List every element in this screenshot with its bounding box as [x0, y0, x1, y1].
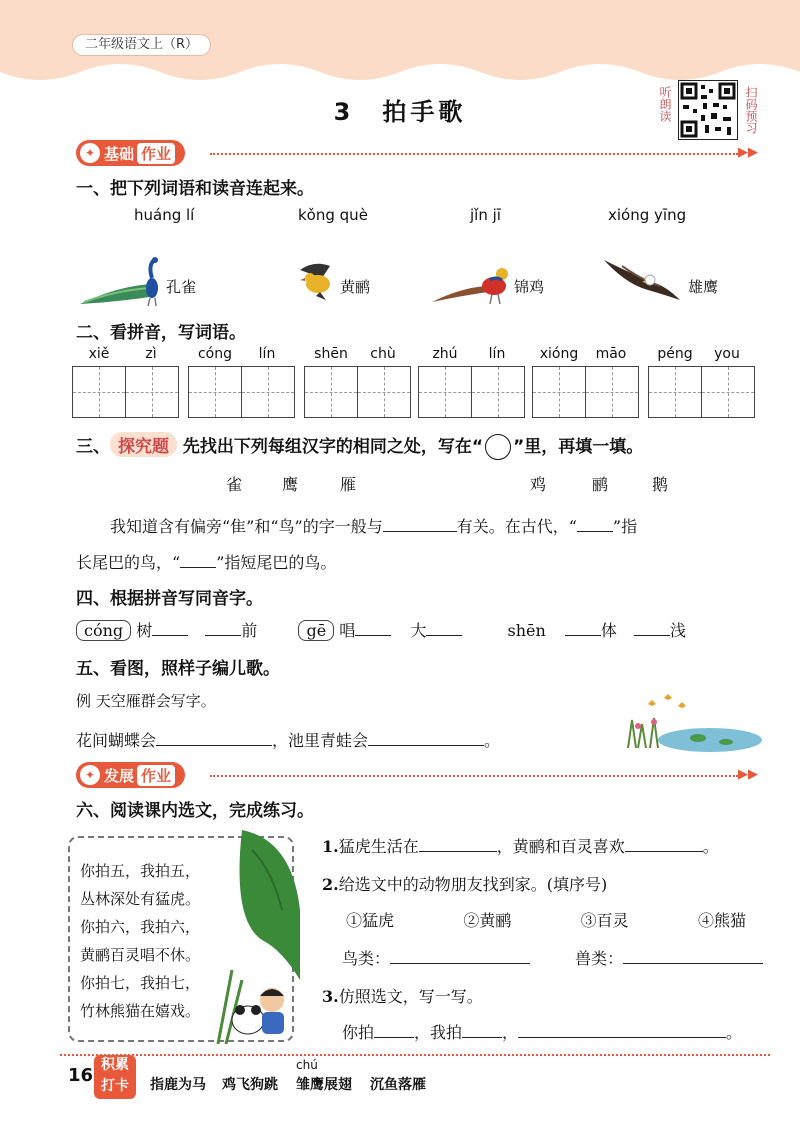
q6-sub-3: 3.仿照选文，写一写。: [322, 987, 483, 1006]
q3-char: 鹰: [282, 475, 299, 494]
q3-char: 雀: [226, 475, 243, 494]
q2-pinyin: you: [714, 346, 740, 362]
q6-classify: 鸟类： 兽类：: [342, 946, 763, 969]
q2-pinyin: zì: [145, 346, 157, 362]
golden-pheasant-image: [430, 262, 514, 306]
q1-pinyin-1: huáng lí: [134, 206, 195, 224]
grade-label: 二年级语文上（R）: [72, 34, 211, 56]
q5-blank-1[interactable]: [156, 730, 272, 746]
chu-pinyin: chú: [296, 1058, 318, 1072]
poem-line: 丛林深处有猛虎。: [80, 890, 201, 908]
q3-title: 三、 探究题 先找出下列每组汉字的相同之处，写在“ ”里，再填一填。: [76, 432, 643, 460]
section-develop-divider: [210, 775, 738, 777]
q2-writing-grid-6[interactable]: [648, 366, 753, 418]
q1-bird-2: 黄鹂: [340, 278, 371, 296]
q2-pinyin: lín: [488, 346, 506, 362]
lightbulb-icon: ✦: [80, 765, 100, 785]
q3-char: 鹅: [652, 475, 669, 494]
lightbulb-icon: ✦: [80, 143, 100, 163]
q1-bird-3: 锦鸡: [514, 278, 545, 296]
lesson-name: 拍手歌: [382, 98, 467, 126]
q2-pinyin: cóng: [197, 346, 233, 362]
accumulate-badge: 积累 打卡: [94, 1055, 136, 1099]
q2-pinyin: shēn: [314, 346, 348, 362]
double-arrow-icon: ▶▶: [738, 767, 758, 782]
q1-bird-4: 雄鹰: [688, 278, 719, 296]
poem-line: 你拍六，我拍六，: [80, 918, 201, 936]
q1-pinyin-2: kǒng què: [298, 206, 368, 224]
section-basic-divider: [210, 153, 738, 155]
section-basic-banner: [76, 140, 185, 166]
eagle-image: [602, 256, 686, 310]
q6-options: [346, 908, 746, 931]
q6-blank-1[interactable]: [419, 836, 497, 852]
idiom: 沉鱼落雁: [370, 1077, 426, 1093]
q6-sub-1: 1.猛虎生活在 ，黄鹂和百灵喜欢 。: [322, 837, 719, 856]
q6-option: ④熊猫: [697, 911, 746, 930]
q4-pinyin-1: cóng: [76, 620, 131, 641]
q3-blank-1[interactable]: [383, 516, 457, 532]
explore-tag: 探究题: [110, 432, 177, 457]
q3-char: 鸡: [530, 475, 547, 494]
q6-option: ①猛虎: [346, 911, 395, 930]
q3-line-1: 我知道含有偏旁“隹”和“鸟”的字一般与 有关。在古代，“ ”指: [110, 517, 638, 536]
q4-pinyin-2: gē: [298, 620, 334, 641]
q3-char: 雁: [340, 475, 357, 494]
q3-blank-2[interactable]: [577, 516, 613, 532]
q3-blank-3[interactable]: [180, 552, 216, 568]
q2-pinyin: péng: [657, 346, 693, 362]
q6-title: 六、阅读课内选文，完成练习。: [76, 801, 314, 821]
section-develop-banner: [76, 762, 185, 788]
q3-char: 鹂: [592, 475, 609, 494]
poem-line: 你拍七，我拍七，: [80, 974, 201, 992]
q6-blank-birds[interactable]: [390, 948, 530, 964]
q6-imitate: 你拍 ，我拍 ， 。: [342, 1023, 743, 1042]
pond-scene-image: [618, 690, 764, 754]
q2-writing-grid-3[interactable]: [304, 366, 409, 418]
circle-blank-icon: [485, 434, 511, 460]
q1-pinyin-3: jǐn jī: [470, 206, 501, 224]
q2-title: 二、看拼音，写词语。: [76, 323, 246, 343]
idiom: 指鹿为马: [150, 1077, 206, 1093]
double-arrow-icon: ▶▶: [738, 145, 758, 160]
q2-writing-grid-5[interactable]: [532, 366, 637, 418]
q2-pinyin: xiě: [88, 346, 110, 362]
q2-pinyin: xióng: [539, 346, 579, 362]
qr-right-label: 扫码预习: [744, 86, 758, 134]
q5-line: 花间蝴蝶会 ，池里青蛙会 。: [76, 731, 501, 750]
section-develop-label: 发展: [104, 766, 135, 785]
q4-pinyin-3: shēn: [507, 621, 546, 640]
qr-code-icon[interactable]: [678, 80, 738, 140]
q1-pinyin-4: xióng yīng: [608, 206, 687, 224]
q6-option: ②黄鹂: [463, 911, 512, 930]
q2-pinyin: lín: [258, 346, 276, 362]
poem-line: 黄鹂百灵唱不休。: [80, 946, 201, 964]
q3-line-2: 长尾巴的鸟，“ ”指短尾巴的鸟。: [76, 553, 337, 572]
q2-pinyin: zhú: [432, 346, 458, 362]
lesson-number: 3: [333, 98, 355, 126]
q4-row: cóng 树 前 gē 唱 大 shēn 体 浅: [76, 618, 686, 641]
q6-blank-2[interactable]: [625, 836, 703, 852]
q6-option: ③百灵: [580, 911, 629, 930]
q5-title: 五、看图，照样子编儿歌。: [76, 659, 280, 679]
q2-writing-grid-1[interactable]: [72, 366, 177, 418]
q2-writing-grid-2[interactable]: [188, 366, 293, 418]
q6-sub-2: 2.给选文中的动物朋友找到家。(填序号): [322, 875, 608, 894]
bamboo-panda-image: [212, 830, 304, 1044]
q5-example: 例 天空雁群会写字。: [76, 692, 216, 710]
idiom: 雏鹰展翅: [296, 1077, 352, 1093]
q2-writing-grid-4[interactable]: [418, 366, 523, 418]
q2-pinyin: māo: [595, 346, 627, 362]
peacock-image: [78, 256, 168, 308]
footer-divider: [60, 1054, 770, 1056]
qr-area: [656, 80, 766, 142]
q5-blank-2[interactable]: [368, 730, 484, 746]
q4-title: 四、根据拼音写同音字。: [76, 589, 263, 609]
q1-title: 一、把下列词语和读音连起来。: [76, 179, 314, 199]
oriole-image: [296, 260, 338, 302]
section-develop-tag: 作业: [137, 765, 175, 786]
q6-blank-beasts[interactable]: [623, 948, 763, 964]
qr-left-label: 听朗读: [658, 86, 672, 122]
q2-pinyin: chù: [370, 346, 396, 362]
idiom: 鸡飞狗跳: [222, 1077, 278, 1093]
section-basic-tag: 作业: [137, 143, 175, 164]
poem-line: 你拍五，我拍五，: [80, 862, 201, 880]
poem-line: 竹林熊猫在嬉戏。: [80, 1002, 201, 1020]
q1-bird-1: 孔雀: [166, 278, 197, 296]
page-number: 16: [68, 1065, 94, 1086]
section-basic-label: 基础: [104, 144, 135, 163]
